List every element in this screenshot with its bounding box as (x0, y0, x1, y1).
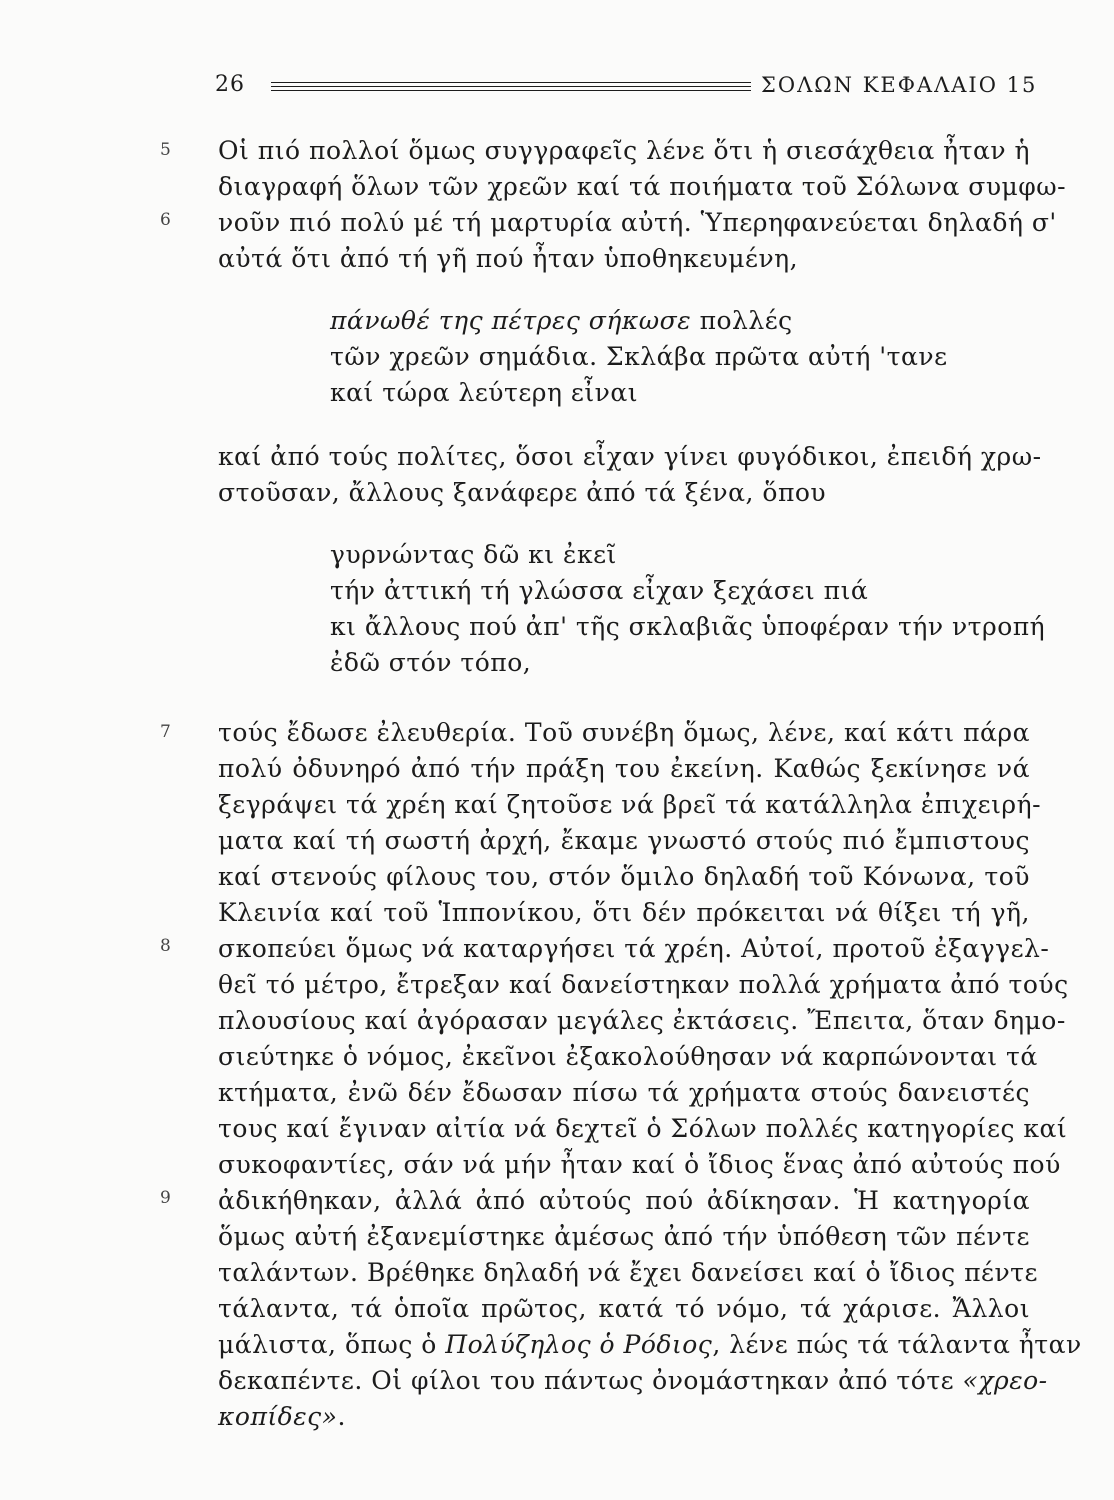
text-line: τους καί ἔγιναν αἰτία νά δεχτεῖ ὁ Σόλων πολλές κατηγορίες καί (218, 1114, 1068, 1143)
text-line: διαγραφή ὅλων τῶν χρεῶν καί τά ποιήματα τοῦ Σόλωνα συμφω- (218, 172, 1067, 201)
text-line: Οἱ πιό πολλοί ὅμως συγγραφεῖς λένε ὅτι ἡ σιεσάχθεια ἦταν ἡ (218, 136, 1030, 165)
text-line: συκοφαντίες, σάν νά μήν ἦταν καί ὁ ἴδιος ἕνας ἀπό αὐτούς πού (218, 1150, 1061, 1179)
header-rule (271, 82, 751, 83)
text-segment: , λένε πώς τά τάλαντα ἦταν (712, 1330, 1082, 1359)
text-line: καί ἀπό τούς πολίτες, ὅσοι εἶχαν γίνει φυγόδικοι, ἐπειδή χρω- (218, 442, 1042, 471)
text-line: τάλαντα, τά ὁποῖα πρῶτος, κατά τό νόμο, τά χάρισε. Ἄλλοι (218, 1294, 1030, 1323)
text-line: ματα καί τή σωστή ἀρχή, ἔκαμε γνωστό στούς πιό ἔμπιστους (218, 826, 1030, 855)
text-line: κτήματα, ἐνῶ δέν ἔδωσαν πίσω τά χρήματα στούς δανειστές (218, 1078, 1030, 1107)
verse-line: γυρνώντας δῶ κι ἐκεῖ (330, 540, 617, 569)
text-segment: . (337, 1402, 346, 1431)
verse-line: τήν ἀττική τή γλώσσα εἶχαν ξεχάσει πιά (330, 576, 869, 605)
running-title: ΣΟΛΩΝ ΚΕΦΑΛΑΙΟ 15 (761, 73, 1038, 97)
text-line: θεῖ τό μέτρο, ἔτρεξαν καί δανείστηκαν πολλά χρήματα ἀπό τούς (218, 970, 1069, 999)
text-line: σιεύτηκε ὁ νόμος, ἐκεῖνοι ἐξακολούθησαν νά καρπώνονται τά (218, 1042, 1038, 1071)
verse-italic: πάνωθέ της πέτρες σήκωσε (330, 306, 692, 335)
verse-line: ἐδῶ στόν τόπο, (330, 648, 532, 677)
italic-name: Πολύζηλος ὁ Ρόδιος (445, 1330, 713, 1359)
header-rule (271, 90, 751, 91)
text-line: ξεγράψει τά χρέη καί ζητοῦσε νά βρεῖ τά κατάλληλα ἐπιχειρή- (218, 790, 1042, 819)
margin-number: 7 (160, 722, 171, 742)
text-line: πλουσίους καί ἀγόρασαν μεγάλες ἐκτάσεις. Ἔπειτα, ὅταν δημο- (218, 1006, 1066, 1035)
running-header (215, 72, 1045, 104)
text-line: αὐτά ὅτι ἀπό τή γῆ πού ἦταν ὑποθηκευμένη, (218, 244, 799, 273)
text-line: σκοπεύει ὅμως νά καταργήσει τά χρέη. Αὐτοί, προτοῦ ἐξαγγελ- (218, 934, 1050, 963)
verse-line: τῶν χρεῶν σημάδια. Σκλάβα πρῶτα αὐτή 'τανε (330, 342, 948, 371)
text-line: ἀδικήθηκαν, ἀλλά ἀπό αὐτούς πού ἀδίκησαν. Ἡ κατηγορία (218, 1186, 1030, 1215)
text-line: τούς ἔδωσε ἐλευθερία. Τοῦ συνέβη ὅμως, λένε, καί κάτι πάρα (218, 718, 1030, 747)
text-line: Κλεινία καί τοῦ Ἱππονίκου, ὅτι δέν πρόκειται νά θίξει τή γῆ, (218, 898, 1030, 927)
text-line: νοῦν πιό πολύ μέ τή μαρτυρία αὐτή. Ὑπερηφανεύεται δηλαδή σ' (218, 208, 1057, 237)
text-line (218, 1330, 1082, 1359)
italic-term: κοπίδες» (218, 1402, 338, 1431)
margin-number: 9 (160, 1188, 171, 1208)
verse-text: πολλές (699, 306, 793, 335)
text-line: καί στενούς φίλους του, στόν ὅμιλο δηλαδή τοῦ Κόνωνα, τοῦ (218, 862, 1030, 891)
text-segment: μάλιστα, ὅπως ὁ (218, 1330, 446, 1359)
margin-number: 5 (160, 140, 171, 160)
italic-term: «χρεο- (962, 1366, 1048, 1395)
text-line (218, 1366, 1048, 1395)
header-rule (271, 86, 751, 87)
text-segment: δεκαπέντε. Οἱ φίλοι του πάντως ὀνομάστηκαν ἀπό τότε (218, 1366, 963, 1395)
text-line: πολύ ὀδυνηρό ἀπό τήν πράξη του ἐκείνη. Καθώς ξεκίνησε νά (218, 754, 1030, 783)
text-line: στοῦσαν, ἄλλους ξανάφερε ἀπό τά ξένα, ὅπου (218, 478, 827, 507)
margin-number: 6 (160, 210, 171, 230)
verse-line: κι ἄλλους πού ἀπ' τῆς σκλαβιᾶς ὑποφέραν τήν ντροπή (330, 612, 1046, 641)
verse-line: καί τώρα λεύτερη εἶναι (330, 378, 639, 407)
verse-line (330, 306, 793, 335)
text-line: ὅμως αὐτή ἐξανεμίστηκε ἀμέσως ἀπό τήν ὑπόθεση τῶν πέντε (218, 1222, 1030, 1251)
text-line (218, 1402, 1030, 1431)
margin-number: 8 (160, 936, 171, 956)
text-line: ταλάντων. Βρέθηκε δηλαδή νά ἔχει δανείσει καί ὁ ἴδιος πέντε (218, 1258, 1038, 1287)
page-number: 26 (215, 72, 245, 97)
